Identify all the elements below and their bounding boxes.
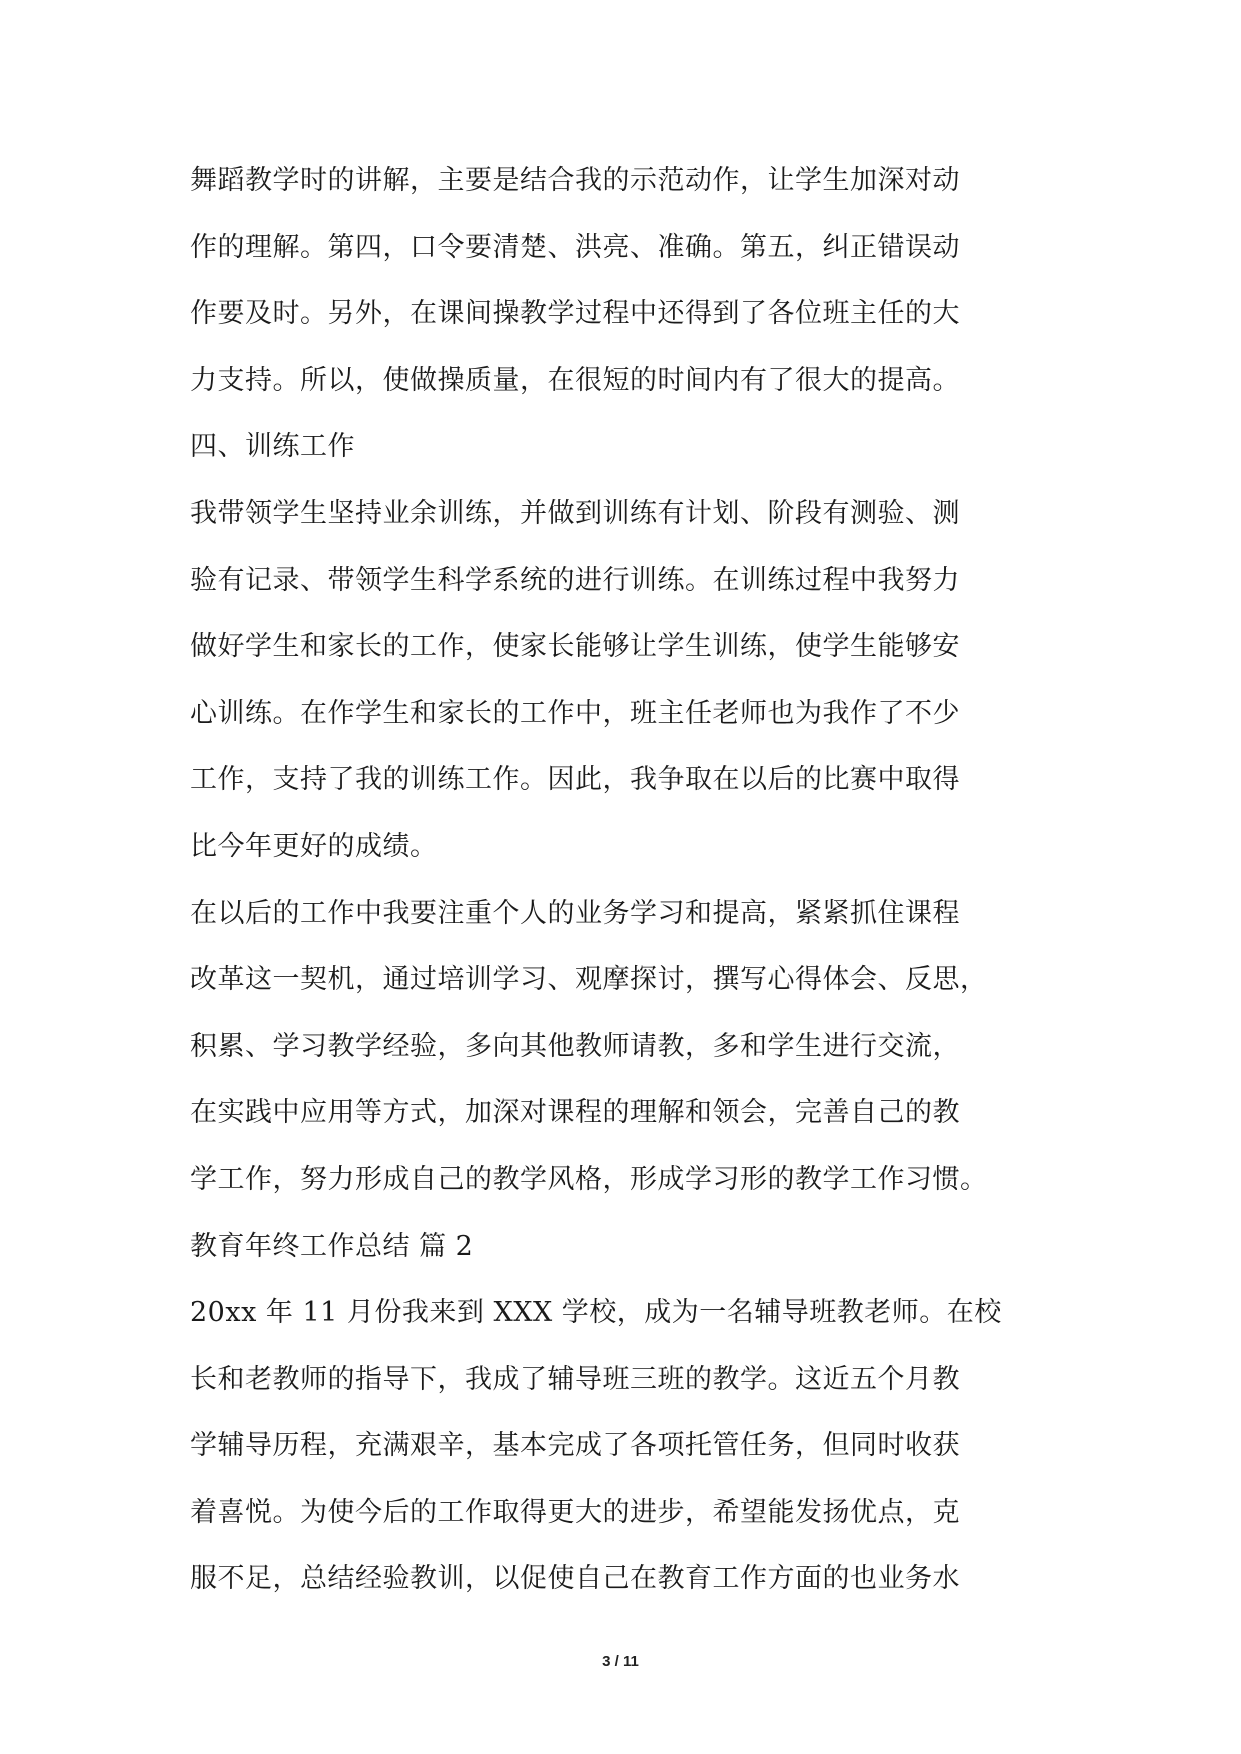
section-heading: 四、训练工作 [190, 431, 355, 463]
text-line: 舞蹈教学时的讲解，主要是结合我的示范动作，让学生加深对动 [190, 165, 960, 196]
text-line: 验有记录、带领学生科学系统的进行训练。在训练过程中我努力 [190, 564, 960, 596]
body-text [190, 163, 1070, 1628]
text-line: 改革这一契机，通过培训学习、观摩探讨，撰写心得体会、反思， [190, 964, 988, 996]
text-line: 比今年更好的成绩。 [190, 830, 438, 862]
text-line: 长和老教师的指导下，我成了辅导班三班的教学。这近五个月教 [190, 1363, 960, 1395]
text-line: 作要及时。另外，在课间操教学过程中还得到了各位班主任的大 [190, 298, 960, 330]
text-line: 20xx 年 11 月份我来到 XXX 学校，成为一名辅导班教老师。在校 [190, 1297, 1002, 1329]
article-title: 教育年终工作总结 篇 2 [190, 1230, 474, 1262]
text-line: 服不足，总结经验教训，以促使自己在教育工作方面的也业务水 [190, 1563, 960, 1595]
text-line: 学辅导历程，充满艰辛，基本完成了各项托管任务，但同时收获 [190, 1430, 960, 1462]
text-line: 着喜悦。为使今后的工作取得更大的进步，希望能发扬优点，克 [190, 1496, 960, 1528]
text-line: 工作，支持了我的训练工作。因此，我争取在以后的比赛中取得 [190, 764, 960, 796]
page-number: 3 / 11 [602, 1653, 639, 1670]
text-line: 力支持。所以，使做操质量，在很短的时间内有了很大的提高。 [190, 364, 960, 396]
text-line: 在实践中应用等方式，加深对课程的理解和领会，完善自己的教 [190, 1097, 960, 1129]
text-line: 在以后的工作中我要注重个人的业务学习和提高，紧紧抓住课程 [190, 897, 960, 929]
text-line: 积累、学习教学经验，多向其他教师请教，多和学生进行交流， [190, 1030, 960, 1062]
text-line: 心训练。在作学生和家长的工作中，班主任老师也为我作了不少 [190, 697, 960, 729]
text-line: 作的理解。第四，口令要清楚、洪亮、准确。第五，纠正错误动 [190, 231, 960, 263]
text-line: 学工作，努力形成自己的教学风格，形成学习形的教学工作习惯。 [190, 1163, 988, 1195]
text-line: 做好学生和家长的工作，使家长能够让学生训练，使学生能够安 [190, 631, 960, 663]
text-line: 我带领学生坚持业余训练，并做到训练有计划、阶段有测验、测 [190, 497, 960, 529]
